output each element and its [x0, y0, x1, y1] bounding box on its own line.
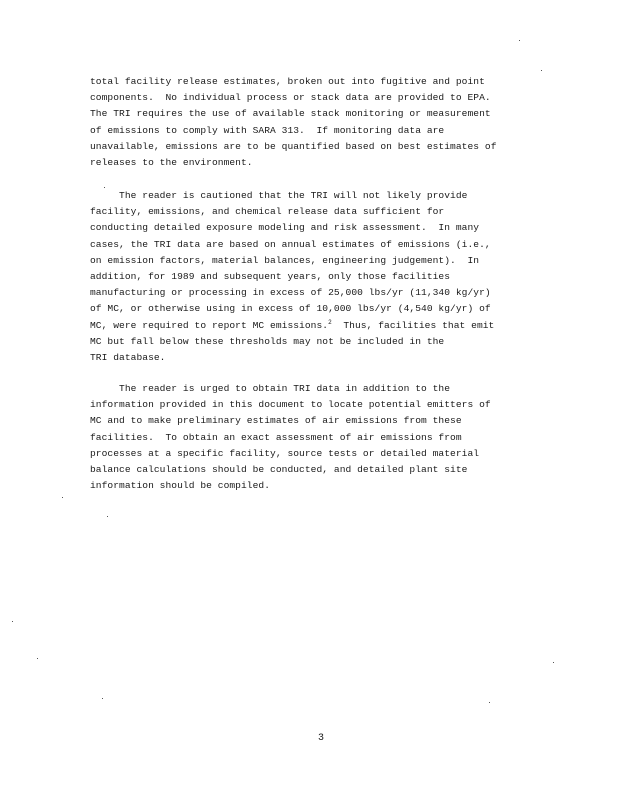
text-line: addition, for 1989 and subsequent years, only those facilities: [90, 271, 451, 283]
page-number: 3: [318, 733, 325, 744]
text-line: The TRI requires the use of available stack monitoring or measurement: [90, 108, 491, 120]
text-line: cases, the TRI data are based on annual estimates of emissions (i.e.,: [90, 238, 491, 250]
scan-speck: [102, 698, 103, 699]
text-line: facility, emissions, and chemical release data sufficient for: [90, 206, 445, 218]
paragraph-reader-cautioned: [90, 188, 560, 366]
text-line: components. No individual process or stack data are provided to EPA.: [90, 92, 491, 104]
scan-speck: [104, 187, 105, 188]
text-line: The reader is urged to obtain TRI data in addition to the: [90, 383, 451, 394]
text-line: releases to the environment.: [90, 157, 253, 169]
text-line: information provided in this document to locate potential emitters of: [90, 399, 491, 411]
text-line: total facility release estimates, broken out into fugitive and point: [90, 76, 485, 87]
scan-speck: [37, 658, 38, 659]
scan-speck: [489, 702, 490, 703]
text-line: The reader is cautioned that the TRI will not likely provide: [90, 190, 468, 201]
scan-speck: [12, 621, 13, 622]
text-line: facilities. To obtain an exact assessment of air emissions from: [90, 431, 462, 443]
paragraph-tri-release-estimates: [90, 74, 560, 171]
text-line: information should be compiled.: [90, 480, 271, 492]
text-line: manufacturing or processing in excess of 25,000 lbs/yr (11,340 kg/yr): [90, 287, 491, 299]
text-line: on emission factors, material balances, engineering judgement). In: [90, 254, 480, 266]
text-line: TRI database.: [90, 352, 166, 364]
text-line: conducting detailed exposure modeling and risk assessment. In many: [90, 222, 480, 234]
text-line: processes at a specific facility, source tests or detailed material: [90, 447, 480, 459]
scan-speck: [62, 497, 63, 498]
scan-speck: [107, 516, 108, 517]
scan-speck: [519, 40, 520, 41]
text-line: balance calculations should be conducted, and detailed plant site: [90, 464, 468, 476]
footnote-marker: 2: [328, 318, 332, 326]
text-line: unavailable, emissions are to be quantified based on best estimates of: [90, 140, 497, 152]
text-line-with-footnote: [90, 318, 560, 334]
text-fragment: MC, were required to report MC emissions.: [90, 319, 329, 331]
text-line: MC and to make preliminary estimates of air emissions from these: [90, 415, 462, 427]
text-line: of MC, or otherwise using in excess of 10,000 lbs/yr (4,540 kg/yr) of: [90, 303, 491, 315]
text-fragment: Thus, facilities that emit: [331, 319, 495, 331]
paragraph-reader-urged: [90, 381, 560, 494]
text-line: MC but fall below these thresholds may not be included in the: [90, 335, 445, 347]
text-line: of emissions to comply with SARA 313. If monitoring data are: [90, 124, 445, 136]
scan-speck: [553, 662, 554, 663]
scan-speck: [541, 70, 542, 71]
